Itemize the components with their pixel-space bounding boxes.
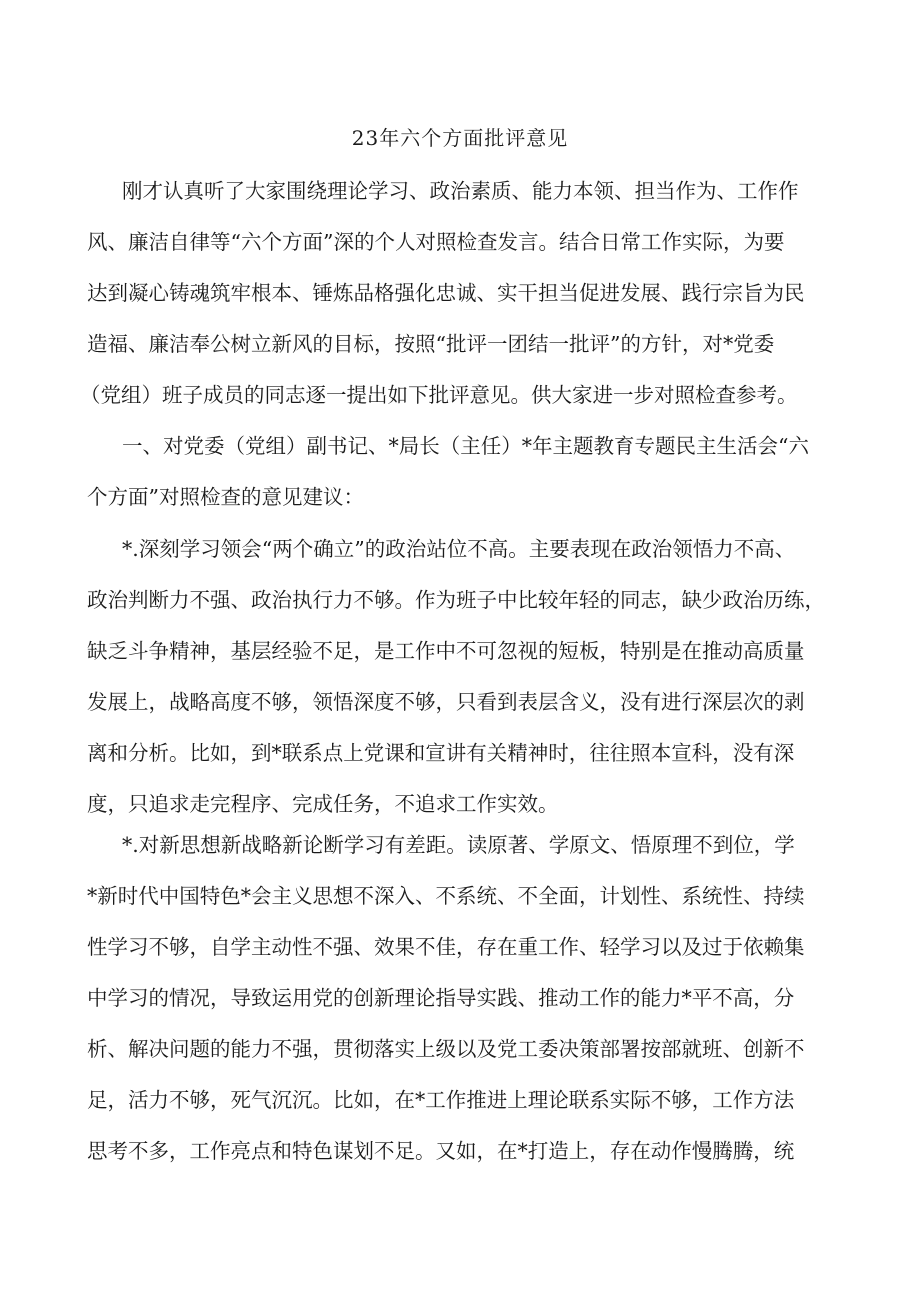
paragraph-line: 析、解决问题的能力不强，贯彻落实上级以及党工委决策部署按部就班、创新不 <box>87 1037 805 1061</box>
paragraph-line: *.深刻学习领会“两个确立”的政治站位不高。主要表现在政治领悟力不高、 <box>122 537 796 561</box>
paragraph-line: 达到凝心铸魂筑牢根本、锤炼品格强化忠诚、实干担当促进发展、践行宗旨为民 <box>87 281 805 305</box>
paragraph-line: 一、对党委（党组）副书记、*局长（主任）*年主题教育专题民主生活会“六 <box>122 434 809 458</box>
paragraph-line: 风、廉洁自律等“六个方面”深的个人对照检查发言。结合日常工作实际，为要 <box>87 230 785 254</box>
paragraph-line: 政治判断力不强、政治执行力不够。作为班子中比较年轻的同志，缺少政治历练， <box>87 588 825 612</box>
paragraph-line: 个方面”对照检查的意见建议： <box>87 485 364 509</box>
document-title: 23年六个方面批评意见 <box>351 126 569 150</box>
paragraph-line: 发展上，战略高度不够，领悟深度不够，只看到表层含义，没有进行深层次的剥 <box>87 690 805 714</box>
paragraph-line: 性学习不够，自学主动性不强、效果不佳，存在重工作、轻学习以及过于依赖集 <box>87 935 805 959</box>
paragraph-line: （党组）班子成员的同志逐一提出如下批评意见。供大家进一步对照检查参考。 <box>80 383 798 407</box>
paragraph-line: *.对新思想新战略新论断学习有差距。读原著、学原文、悟原理不到位，学 <box>122 833 795 857</box>
paragraph-line: 离和分析。比如，到*联系点上党课和宣讲有关精神时，往往照本宣科，没有深 <box>87 741 795 765</box>
paragraph-line: 思考不多，工作亮点和特色谋划不足。又如，在*打造上，存在动作慢腾腾，统 <box>87 1139 795 1163</box>
paragraph-line: 足，活力不够，死气沉沉。比如，在*工作推进上理论联系实际不够，工作方法 <box>87 1088 795 1112</box>
paragraph-line: 造福、廉洁奉公树立新风的目标，按照“批评一团结一批评”的方针，对*党委 <box>87 332 775 356</box>
paragraph-line: *新时代中国特色*会主义思想不深入、不系统、不全面，计划性、系统性、持续 <box>87 884 805 908</box>
paragraph-line: 中学习的情况，导致运用党的创新理论指导实践、推动工作的能力*平不高，分 <box>87 986 795 1010</box>
paragraph-line: 刚才认真听了大家围绕理论学习、政治素质、能力本领、担当作为、工作作 <box>122 179 799 203</box>
paragraph-line: 缺乏斗争精神，基层经验不足，是工作中不可忽视的短板，特别是在推动高质量 <box>87 639 805 663</box>
paragraph-line: 度，只追求走完程序、完成任务，不追求工作实效。 <box>87 792 559 816</box>
